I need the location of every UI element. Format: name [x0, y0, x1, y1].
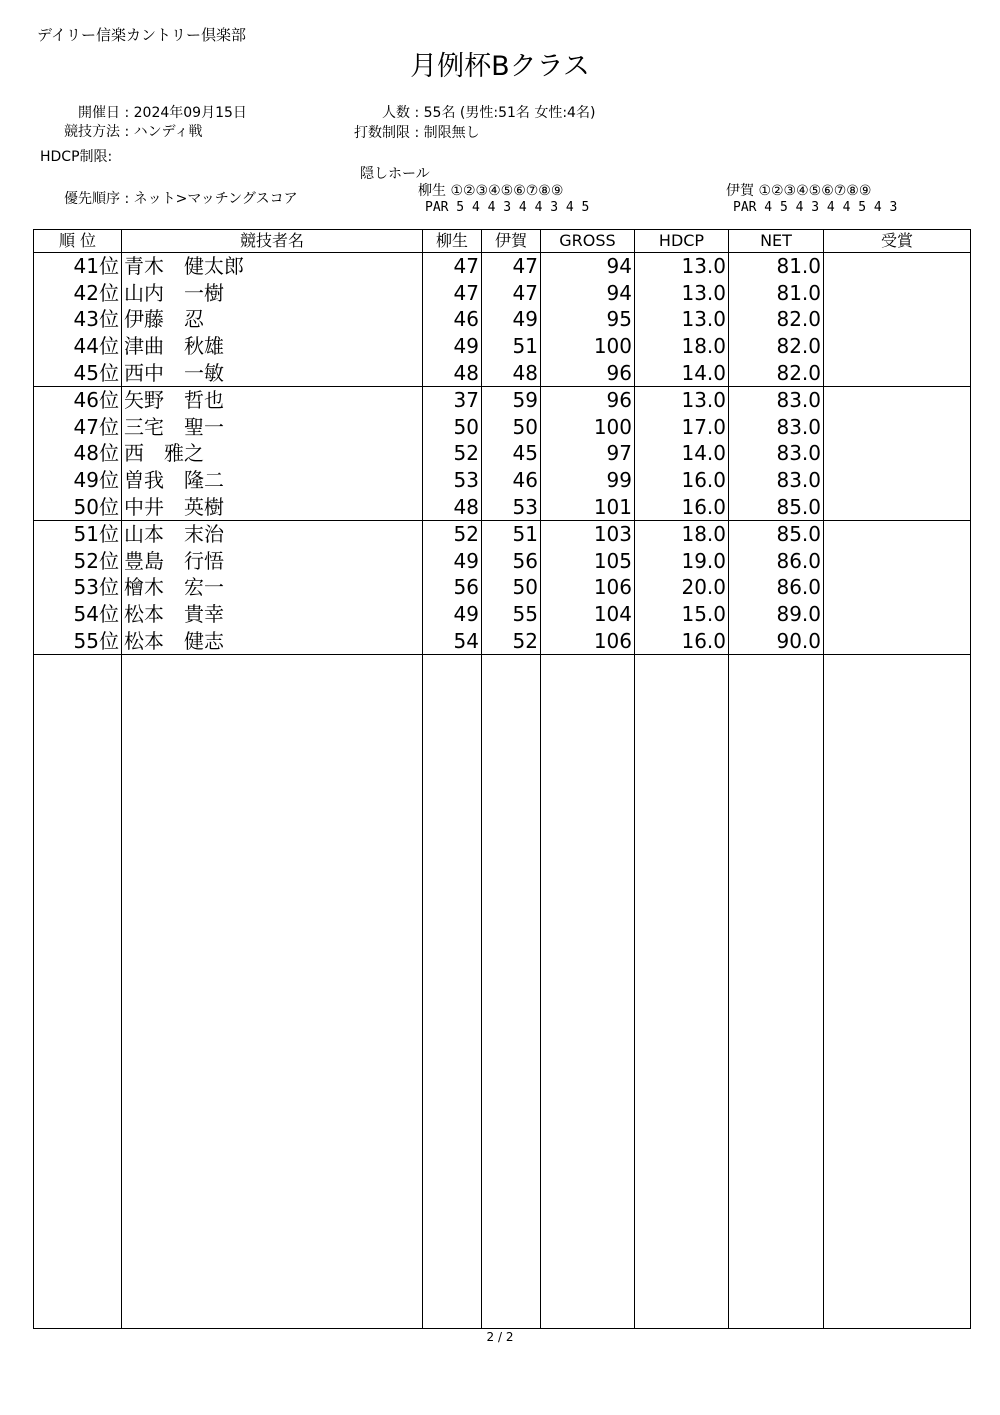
cell-in: 56 [482, 548, 541, 575]
table-row [34, 280, 971, 307]
cell-rank: 45位 [34, 359, 122, 386]
cell-rank: 54位 [34, 601, 122, 628]
cell-out: 47 [423, 253, 482, 280]
empty-cell [824, 654, 971, 1328]
table-row [34, 520, 971, 547]
course-b-holes [726, 180, 871, 200]
table-row [34, 333, 971, 360]
cell-net: 86.0 [729, 574, 824, 601]
cell-name: 三宅 聖一 [122, 414, 423, 441]
cell-out: 37 [423, 386, 482, 413]
header-in: 伊賀 [482, 230, 541, 253]
cell-rank: 43位 [34, 306, 122, 333]
cell-net: 83.0 [729, 386, 824, 413]
priority-label: 優先順序 [64, 191, 120, 207]
course-a-par: PAR 5 4 4 3 4 4 3 4 5 [425, 200, 590, 215]
table-row [34, 601, 971, 628]
cell-out: 49 [423, 333, 482, 360]
cell-hdcp: 16.0 [635, 493, 729, 520]
empty-cell [423, 654, 482, 1328]
table-row [34, 467, 971, 494]
course-b-par: PAR 4 5 4 3 4 4 5 4 3 [733, 200, 898, 215]
stroke-value: 制限無し [423, 125, 480, 141]
cell-net: 83.0 [729, 440, 824, 467]
cell-name: 松本 貴幸 [122, 601, 423, 628]
cell-name: 青木 健太郎 [122, 253, 423, 280]
cell-out: 50 [423, 414, 482, 441]
date-value: 2024年09月15日 [133, 105, 247, 121]
cell-gross: 100 [541, 414, 635, 441]
course-b-name: 伊賀 [726, 183, 754, 199]
cell-out: 56 [423, 574, 482, 601]
cell-net: 86.0 [729, 548, 824, 575]
cell-hdcp: 19.0 [635, 548, 729, 575]
empty-cell [34, 654, 122, 1328]
cell-name: 西中 一敏 [122, 359, 423, 386]
hidden-holes-label: 隠しホール [360, 166, 430, 182]
course-a-holes [418, 180, 563, 200]
cell-name: 豊島 行悟 [122, 548, 423, 575]
cell-gross: 94 [541, 280, 635, 307]
cell-rank: 52位 [34, 548, 122, 575]
header-name: 競技者名 [122, 230, 423, 253]
cell-hdcp: 14.0 [635, 440, 729, 467]
cell-in: 48 [482, 359, 541, 386]
cell-name: 矢野 哲也 [122, 386, 423, 413]
cell-in: 50 [482, 574, 541, 601]
cell-in: 52 [482, 627, 541, 654]
cell-out: 52 [423, 520, 482, 547]
cell-rank: 49位 [34, 467, 122, 494]
cell-in: 47 [482, 280, 541, 307]
page-title: 月例杯Bクラス [410, 51, 590, 82]
cell-rank: 48位 [34, 440, 122, 467]
cell-gross: 99 [541, 467, 635, 494]
cell-award [824, 386, 971, 413]
stroke-row: 打数制限 : 制限無し [330, 122, 480, 142]
cell-net: 82.0 [729, 333, 824, 360]
cell-net: 81.0 [729, 253, 824, 280]
cell-in: 53 [482, 493, 541, 520]
hdcp-limit-row: HDCP制限: [40, 149, 113, 165]
cell-in: 47 [482, 253, 541, 280]
cell-out: 52 [423, 440, 482, 467]
cell-award [824, 548, 971, 575]
cell-hdcp: 20.0 [635, 574, 729, 601]
cell-net: 81.0 [729, 280, 824, 307]
cell-rank: 46位 [34, 386, 122, 413]
cell-gross: 95 [541, 306, 635, 333]
players-label: 人数 [382, 105, 410, 121]
priority-value: ネット>マッチングスコア [133, 191, 298, 207]
cell-out: 48 [423, 493, 482, 520]
cell-award [824, 359, 971, 386]
header-net: NET [729, 230, 824, 253]
table-row [34, 386, 971, 413]
cell-hdcp: 17.0 [635, 414, 729, 441]
table-row [34, 627, 971, 654]
cell-name: 津曲 秋雄 [122, 333, 423, 360]
cell-name: 山内 一樹 [122, 280, 423, 307]
cell-award [824, 253, 971, 280]
method-value: ハンディ戦 [133, 124, 203, 140]
cell-in: 49 [482, 306, 541, 333]
cell-net: 85.0 [729, 520, 824, 547]
cell-hdcp: 18.0 [635, 333, 729, 360]
cell-gross: 106 [541, 574, 635, 601]
cell-hdcp: 16.0 [635, 467, 729, 494]
date-row: 開催日 : 2024年09月15日 [40, 102, 247, 122]
cell-hdcp: 16.0 [635, 627, 729, 654]
cell-hdcp: 15.0 [635, 601, 729, 628]
hdcp-limit-label: HDCP制限 [40, 149, 108, 165]
cell-gross: 96 [541, 386, 635, 413]
table-row [34, 253, 971, 280]
cell-gross: 96 [541, 359, 635, 386]
players-row: 人数 : 55名 (男性:51名 女性:4名) [330, 102, 595, 122]
cell-gross: 100 [541, 333, 635, 360]
cell-gross: 101 [541, 493, 635, 520]
cell-rank: 47位 [34, 414, 122, 441]
cell-rank: 55位 [34, 627, 122, 654]
cell-in: 55 [482, 601, 541, 628]
header-award: 受賞 [824, 230, 971, 253]
cell-net: 82.0 [729, 359, 824, 386]
cell-name: 伊藤 忍 [122, 306, 423, 333]
empty-cell [541, 654, 635, 1328]
method-label: 競技方法 [64, 124, 120, 140]
cell-name: 松本 健志 [122, 627, 423, 654]
cell-out: 54 [423, 627, 482, 654]
table-row [34, 440, 971, 467]
cell-out: 49 [423, 601, 482, 628]
cell-rank: 44位 [34, 333, 122, 360]
cell-out: 46 [423, 306, 482, 333]
cell-award [824, 493, 971, 520]
cell-gross: 103 [541, 520, 635, 547]
cell-award [824, 520, 971, 547]
cell-rank: 42位 [34, 280, 122, 307]
cell-in: 50 [482, 414, 541, 441]
cell-gross: 104 [541, 601, 635, 628]
method-row: 競技方法 : ハンディ戦 [40, 121, 203, 141]
course-a-name: 柳生 [418, 183, 446, 199]
cell-in: 59 [482, 386, 541, 413]
table-row [34, 306, 971, 333]
empty-cell [635, 654, 729, 1328]
cell-net: 85.0 [729, 493, 824, 520]
cell-award [824, 280, 971, 307]
cell-in: 45 [482, 440, 541, 467]
table-row [34, 414, 971, 441]
cell-name: 中井 英樹 [122, 493, 423, 520]
cell-rank: 53位 [34, 574, 122, 601]
cell-net: 82.0 [729, 306, 824, 333]
header-rank: 順 位 [34, 230, 122, 253]
cell-award [824, 333, 971, 360]
cell-out: 53 [423, 467, 482, 494]
empty-cell [122, 654, 423, 1328]
cell-gross: 97 [541, 440, 635, 467]
stroke-label: 打数制限 [354, 125, 410, 141]
cell-name: 西 雅之 [122, 440, 423, 467]
header-out: 柳生 [423, 230, 482, 253]
cell-net: 89.0 [729, 601, 824, 628]
priority-row: 優先順序 : ネット>マッチングスコア [40, 188, 298, 208]
cell-rank: 50位 [34, 493, 122, 520]
cell-gross: 105 [541, 548, 635, 575]
header-gross: GROSS [541, 230, 635, 253]
course-a-hole-numbers: ①②③④⑤⑥⑦⑧⑨ [450, 183, 564, 199]
players-value: 55名 (男性:51名 女性:4名) [423, 105, 596, 121]
page-number: 2 / 2 [486, 1330, 514, 1344]
cell-out: 47 [423, 280, 482, 307]
cell-name: 檜木 宏一 [122, 574, 423, 601]
header-hdcp: HDCP [635, 230, 729, 253]
table-row [34, 359, 971, 386]
cell-hdcp: 13.0 [635, 386, 729, 413]
table-row [34, 548, 971, 575]
empty-filler-row [34, 654, 971, 1328]
cell-award [824, 627, 971, 654]
cell-rank: 41位 [34, 253, 122, 280]
cell-award [824, 306, 971, 333]
cell-award [824, 574, 971, 601]
cell-hdcp: 13.0 [635, 280, 729, 307]
date-label: 開催日 [78, 105, 120, 121]
cell-out: 48 [423, 359, 482, 386]
table-header-row [34, 230, 971, 253]
results-table [33, 229, 971, 1329]
cell-out: 49 [423, 548, 482, 575]
table-row [34, 493, 971, 520]
cell-gross: 94 [541, 253, 635, 280]
cell-hdcp: 13.0 [635, 306, 729, 333]
cell-hdcp: 14.0 [635, 359, 729, 386]
cell-award [824, 440, 971, 467]
cell-award [824, 601, 971, 628]
empty-cell [729, 654, 824, 1328]
cell-in: 51 [482, 520, 541, 547]
cell-name: 山本 末治 [122, 520, 423, 547]
cell-in: 46 [482, 467, 541, 494]
table-body [34, 253, 971, 1329]
cell-net: 83.0 [729, 467, 824, 494]
cell-hdcp: 18.0 [635, 520, 729, 547]
cell-award [824, 414, 971, 441]
cell-name: 曽我 隆二 [122, 467, 423, 494]
cell-award [824, 467, 971, 494]
cell-net: 90.0 [729, 627, 824, 654]
cell-hdcp: 13.0 [635, 253, 729, 280]
cell-rank: 51位 [34, 520, 122, 547]
club-name: デイリー信楽カントリー倶楽部 [37, 26, 246, 44]
cell-in: 51 [482, 333, 541, 360]
cell-gross: 106 [541, 627, 635, 654]
course-b-hole-numbers: ①②③④⑤⑥⑦⑧⑨ [758, 183, 872, 199]
cell-net: 83.0 [729, 414, 824, 441]
table-row [34, 574, 971, 601]
empty-cell [482, 654, 541, 1328]
